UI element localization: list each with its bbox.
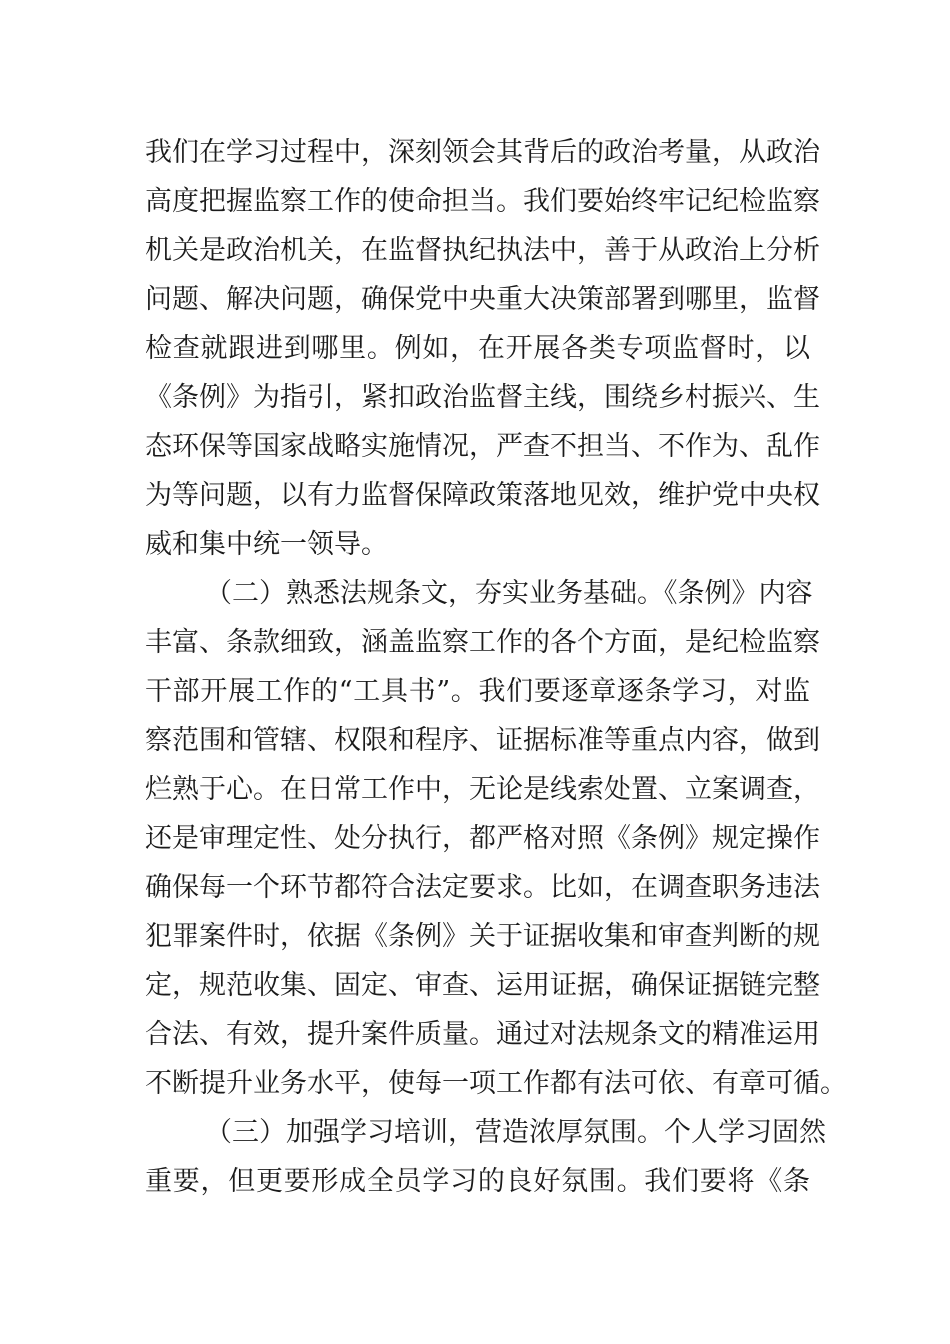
text-line: 问题、解决问题，确保党中央重大决策部署到哪里，监督	[145, 284, 820, 315]
paragraph-1	[145, 128, 820, 569]
text-line: 犯罪案件时，依据《条例》关于证据收集和审查判断的规	[145, 921, 820, 952]
text-line: 察范围和管辖、权限和程序、证据标准等重点内容，做到	[145, 725, 820, 756]
text-line: 《条例》为指引，紧扣政治监督主线，围绕乡村振兴、生	[145, 382, 820, 413]
text-line: （三）加强学习培训，营造浓厚氛围。个人学习固然	[205, 1117, 826, 1148]
text-line: 检查就跟进到哪里。例如，在开展各类专项监督时，以	[145, 333, 810, 364]
text-line: 威和集中统一领导。	[145, 529, 388, 560]
text-line: 机关是政治机关，在监督执纪执法中，善于从政治上分析	[145, 235, 820, 266]
text-line: 还是审理定性、处分执行，都严格对照《条例》规定操作	[145, 823, 820, 854]
paragraph-2	[145, 569, 847, 1108]
text-line: 烂熟于心。在日常工作中，无论是线索处置、立案调查，	[145, 774, 820, 805]
paragraph-3	[145, 1108, 826, 1206]
text-line: 我们在学习过程中，深刻领会其背后的政治考量，从政治	[145, 137, 820, 168]
text-line: 重要，但更要形成全员学习的良好氛围。我们要将《条	[145, 1166, 810, 1197]
text-line: 高度把握监察工作的使命担当。我们要始终牢记纪检监察	[145, 186, 820, 217]
text-line: 合法、有效，提升案件质量。通过对法规条文的精准运用	[145, 1019, 820, 1050]
text-line: 干部开展工作的“工具书”。我们要逐章逐条学习，对监	[145, 676, 810, 707]
text-line: 为等问题，以有力监督保障政策落地见效，维护党中央权	[145, 480, 820, 511]
document-body	[145, 128, 847, 1206]
text-line: 确保每一个环节都符合法定要求。比如，在调查职务违法	[145, 872, 820, 903]
text-line: 定，规范收集、固定、审查、运用证据，确保证据链完整	[145, 970, 820, 1001]
text-line: 态环保等国家战略实施情况，严查不担当、不作为、乱作	[145, 431, 820, 462]
text-line: 丰富、条款细致，涵盖监察工作的各个方面，是纪检监察	[145, 627, 820, 658]
text-line: （二）熟悉法规条文，夯实业务基础。《条例》内容	[205, 578, 813, 609]
text-line: 不断提升业务水平，使每一项工作都有法可依、有章可循。	[145, 1068, 847, 1099]
